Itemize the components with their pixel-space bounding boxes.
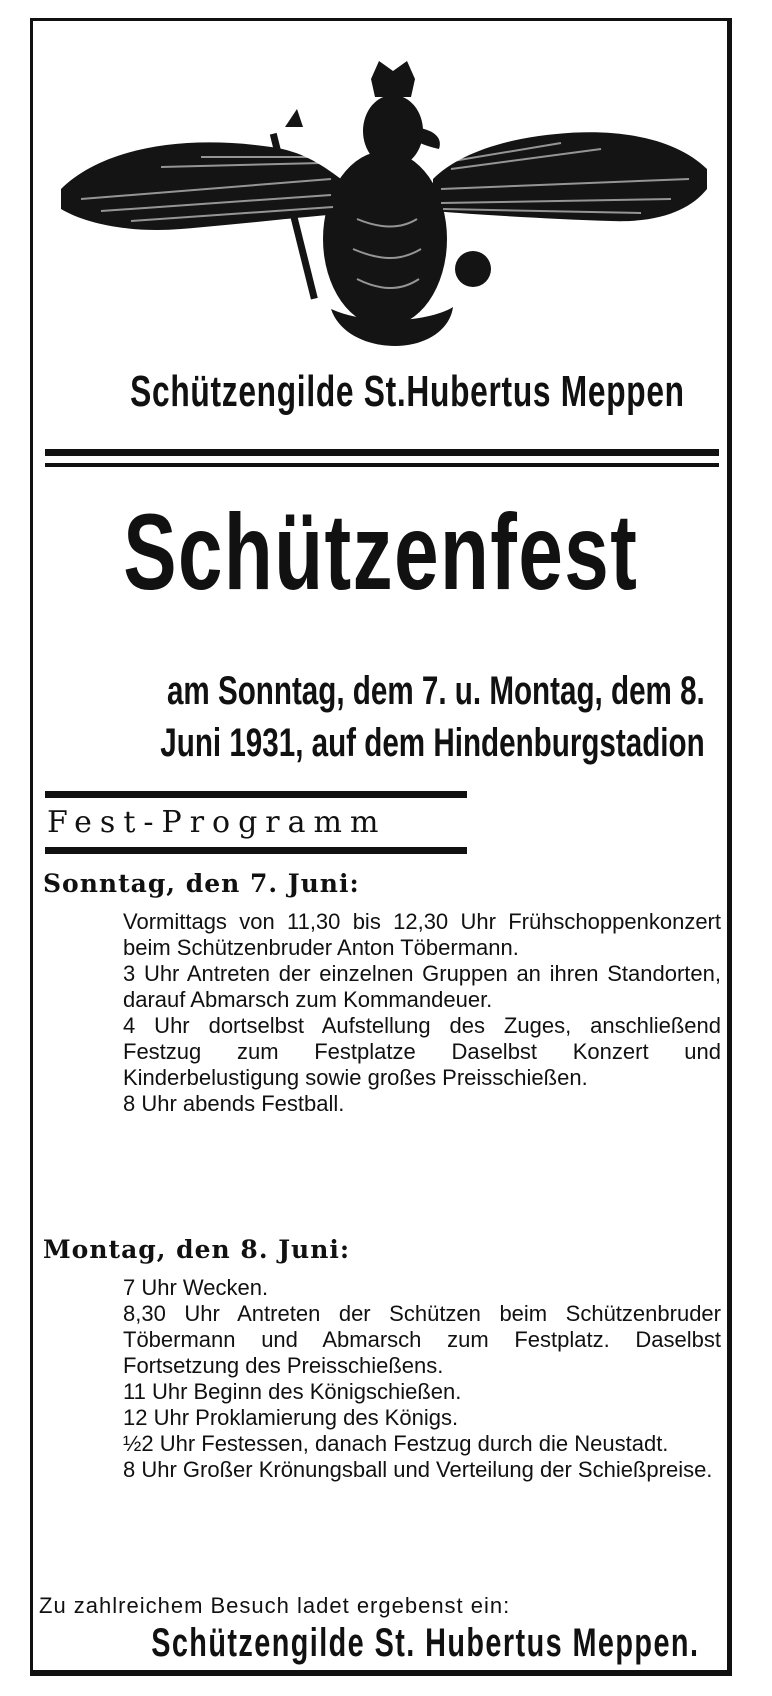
sunday-heading: Sonntag, den 7. Juni:	[43, 869, 360, 898]
divider-rule	[45, 847, 467, 854]
schedule-entry: 7 Uhr Wecken.	[123, 1275, 269, 1300]
invitation-text: Zu zahlreichem Besuch ladet ergebenst ein:	[39, 1593, 511, 1618]
monday-schedule	[123, 1275, 721, 1483]
divider-rule	[45, 791, 467, 798]
guild-signature: Schützengilde St. Hubertus Meppen.	[150, 1621, 699, 1665]
monday-heading: Montag, den 8. Juni:	[43, 1235, 351, 1264]
schedule-entry: ½2 Uhr Festessen, danach Festzug durch die Neustadt.	[123, 1431, 669, 1456]
program-title: Fest-Programm	[47, 805, 387, 840]
eagle-emblem-icon	[41, 39, 727, 357]
newspaper-advertisement	[30, 18, 732, 1676]
schedule-entry: 4 Uhr dortselbst Aufstellung des Zuges, anschließend Festzug zum Festplatze Daselbst Konzert und Kinderbelustigung sowie großes Preisschießen.	[123, 1013, 721, 1090]
divider-rule	[45, 449, 719, 456]
event-date-line: am Sonntag, dem 7. u. Montag, dem 8.	[167, 669, 705, 713]
schedule-entry: 8 Uhr abends Festball.	[123, 1091, 345, 1116]
schedule-entry: 8 Uhr Großer Krönungsball und Verteilung der Schießpreise.	[123, 1457, 713, 1482]
divider-rule	[45, 463, 719, 467]
event-venue-line: Juni 1931, auf dem Hindenburgstadion	[160, 721, 705, 765]
schedule-entry: 11 Uhr Beginn des Königschießen.	[123, 1379, 462, 1404]
schedule-entry: 12 Uhr Proklamierung des Königs.	[123, 1405, 459, 1430]
sunday-schedule	[123, 909, 721, 1117]
event-title: Schützenfest	[123, 491, 639, 612]
guild-title: Schützengilde St.Hubertus Meppen	[130, 367, 685, 416]
schedule-entry: 8,30 Uhr Antreten der Schützen beim Schützenbruder Töbermann und Abmarsch zum Festplatz. Daselbst Fortsetzung des Preisschießens.	[123, 1301, 721, 1378]
schedule-entry: Vormittags von 11,30 bis 12,30 Uhr Frühschoppenkonzert beim Schützenbruder Anton Töbermann.	[123, 909, 721, 960]
schedule-entry: 3 Uhr Antreten der einzelnen Gruppen an ihren Standorten, darauf Abmarsch zum Kommandeuer.	[123, 961, 721, 1012]
